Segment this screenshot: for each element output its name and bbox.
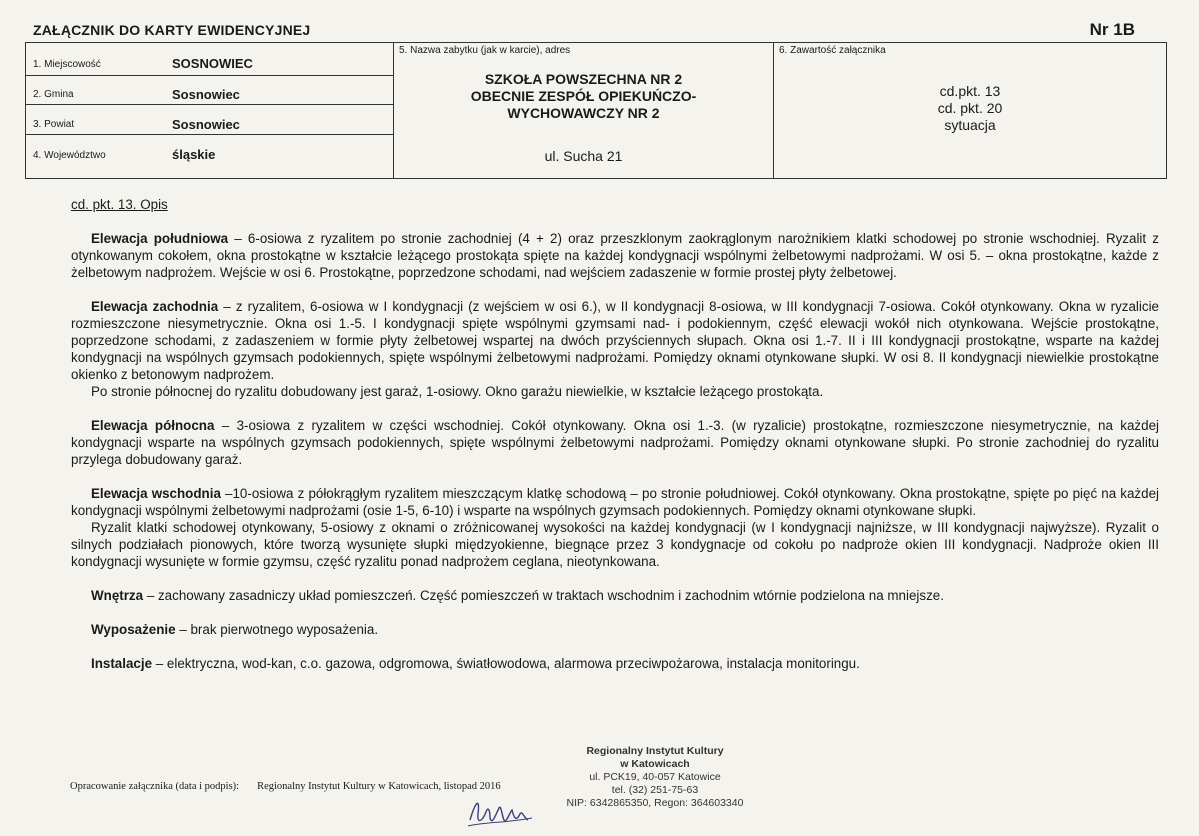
- paragraph-west-elevation-extra: Po stronie północnej do ryzalitu dobudowany jest garaż, 1-osiowy. Okno garażu niewielkie, w kształcie leżącego prostokąta.: [91, 384, 824, 399]
- paragraph-heading: Wnętrza: [91, 588, 144, 603]
- row-label: 2. Gmina: [33, 89, 74, 100]
- row-value: SOSNOWIEC: [172, 56, 253, 71]
- contents-list: [774, 83, 1166, 134]
- paragraph-heading: Instalacje: [91, 656, 153, 671]
- paragraph-installations: [71, 655, 1159, 672]
- monument-name-line: OBECNIE ZESPÓŁ OPIEKUŃCZO-: [470, 88, 697, 104]
- row-value: śląskie: [172, 147, 216, 162]
- mid-label: 5. Nazwa zabytku (jak w karcie), adres: [399, 45, 571, 56]
- header-right-column: [774, 43, 1166, 178]
- description-body: [71, 196, 1159, 672]
- header-mid-column: [394, 43, 774, 178]
- monument-name: [394, 71, 773, 122]
- row-label: 3. Powiat: [33, 119, 75, 130]
- monument-name-line: SZKOŁA POWSZECHNA NR 2: [484, 71, 683, 87]
- header-row-gmina: [26, 76, 393, 105]
- stamp-line: Regionalny Instytut Kultury: [586, 745, 724, 757]
- row-value: Sosnowiec: [172, 87, 240, 102]
- paragraph-heading: Elewacja południowa: [91, 231, 229, 246]
- header-row-miejscowosc: [26, 43, 393, 76]
- row-label: 4. Województwo: [33, 150, 106, 161]
- paragraph-east-elevation: [71, 485, 1159, 519]
- stamp-line: ul. PCK19, 40-057 Katowice: [589, 771, 721, 783]
- section-heading: cd. pkt. 13. Opis: [71, 197, 168, 212]
- paragraph-text: – 6-osiowa z ryzalitem po stronie zachodniej (4 + 2) oraz przeszklonym zaokrąglonym narożnikiem klatki schodowej po stronie wschodniej. Ryzalit z otynkowanym cokołem, okna prostokątne w kształcie leżącego prostokąta spięte na każdej kondygnacji wspólnymi żelbetowymi nadprożami. W osi 5. – okna prostokątne, każde z żelbetowym nadprożem. Wejście w osi 6. Prostokątne, poprzedzone schodami, nad wejściem zadaszenie w formie prostej płyty żelbetowej.: [71, 231, 1159, 280]
- header-row-wojewodztwo: [26, 135, 393, 180]
- paragraph-text: –10-osiowa z półokrągłym ryzalitem mieszczącym klatkę schodową – po stronie południowej. Cokół otynkowany. Okna prostokątne, spięte po pięć na każdej kondygnacji wspólnymi żelbetowymi nadprożami (osie 1-5, 6-10) i wsparte na wspólnych gzymsach podokiennych. Pomiędzy oknami otynkowane słupki.: [71, 486, 1160, 518]
- monument-name-line: WYCHOWAWCZY NR 2: [507, 105, 660, 121]
- header-table: [25, 42, 1167, 179]
- stamp-line: NIP: 6342865350, Regon: 364603340: [566, 797, 744, 809]
- paragraph-heading: Elewacja północna: [91, 418, 215, 433]
- paragraph-furnishing: [71, 621, 1159, 638]
- row-label: 1. Miejscowość: [33, 59, 101, 70]
- contents-item: cd.pkt. 13: [939, 83, 1001, 99]
- header-row-powiat: [26, 105, 393, 135]
- institution-stamp: [545, 745, 765, 810]
- paragraph-south-elevation: [71, 230, 1159, 281]
- doc-number: Nr 1B: [1089, 20, 1135, 39]
- paragraph-text: – zachowany zasadniczy układ pomieszczeń. Część pomieszczeń w traktach wschodnim i zachodnim wtórnie podzielona na mniejsze.: [143, 588, 944, 603]
- paragraph-west-elevation: [71, 298, 1159, 383]
- paragraph-interiors: [71, 587, 1159, 604]
- stamp-line: tel. (32) 251-75-63: [611, 784, 699, 796]
- paragraph-east-elevation-extra: Ryzalit klatki schodowej otynkowany, 5-osiowy z oknami o zróżnicowanej wysokości na każdej kondygnacji (w I kondygnacji najniższe, w III kondygnacji najwyższe). Ryzalit o silnych podziałach pionowych, które tworzą wysunięte słupki międzyokienne, biegnące przez 3 kondygnacje od cokołu po nadproże okien III kondygnacji. Nadproże okien III kondygnacji wysunięte w formie gzymsu, część ryzalitu ponad nadprożem ceglana, nieotynkowana.: [71, 520, 1159, 569]
- prepared-value: Regionalny Instytut Kultury w Katowicach, listopad 2016: [257, 781, 501, 792]
- paragraph-heading: Wyposażenie: [91, 622, 176, 637]
- paragraph-text: – 3-osiowa z ryzalitem w części wschodniej. Cokół otynkowany. Okna osi 1.-3. (w ryzalicie) prostokątne, rozmieszczone niesymetrycznie, na każdej kondygnacji wsparte na wspólnych gzymsach podokiennych, spięte wspólnymi żelbetowymi nadprożami. Pomiędzy oknami otynkowane słupki. Po stronie zachodniej do ryzalitu przylega dobudowany garaż.: [71, 418, 1159, 467]
- paragraph-text: – z ryzalitem, 6-osiowa w I kondygnacji (z wejściem w osi 6.), w II kondygnacji 8-osiowa, w III kondygnacji 7-osiowa. Cokół otynkowany. Okna w ryzalicie rozmieszczone niesymetrycznie. Okna osi 1.-5. I kondygnacji spięte wspólnymi gzymsami nad- i podokiennym, część elewacji wokół nich otynkowana. Wejście prostokątne, poprzedzone schodami, z zadaszeniem w formie płyty żelbetowej wspartej na dwóch przyściennych słupach. Okna osi 1.-7. II i III kondygnacji prostokątne, wsparte na każdej kondygnacji na wspólnych gzymsach podokiennych, spięte wspólnymi żelbetowymi nadprożami. Pomiędzy oknami otynkowane słupki. W osi 8. II kondygnacji niewielkie prostokątne okienko z betonowym nadprożem.: [71, 299, 1160, 382]
- paragraph-text: – brak pierwotnego wyposażenia.: [175, 622, 379, 637]
- contents-item: sytuacja: [944, 117, 996, 133]
- monument-address: ul. Sucha 21: [544, 148, 623, 164]
- header-left-column: [26, 43, 394, 178]
- signature-image: [466, 792, 536, 832]
- contents-item: cd. pkt. 20: [937, 100, 1003, 116]
- prepared-by: [70, 781, 519, 792]
- paragraph-north-elevation: [71, 417, 1159, 468]
- paragraph-heading: Elewacja zachodnia: [91, 299, 219, 314]
- contents-label: 6. Zawartość załącznika: [779, 45, 886, 56]
- prepared-label: Opracowanie załącznika (data i podpis):: [70, 781, 240, 792]
- stamp-line: w Katowicach: [620, 758, 690, 770]
- paragraph-heading: Elewacja wschodnia: [91, 486, 221, 501]
- row-value: Sosnowiec: [172, 117, 240, 132]
- doc-title: ZAŁĄCZNIK DO KARTY EWIDENCYJNEJ: [33, 22, 311, 38]
- paragraph-text: – elektryczna, wod-kan, c.o. gazowa, odgromowa, światłowodowa, alarmowa przeciwpożarowa, instalacja monitoringu.: [152, 656, 860, 671]
